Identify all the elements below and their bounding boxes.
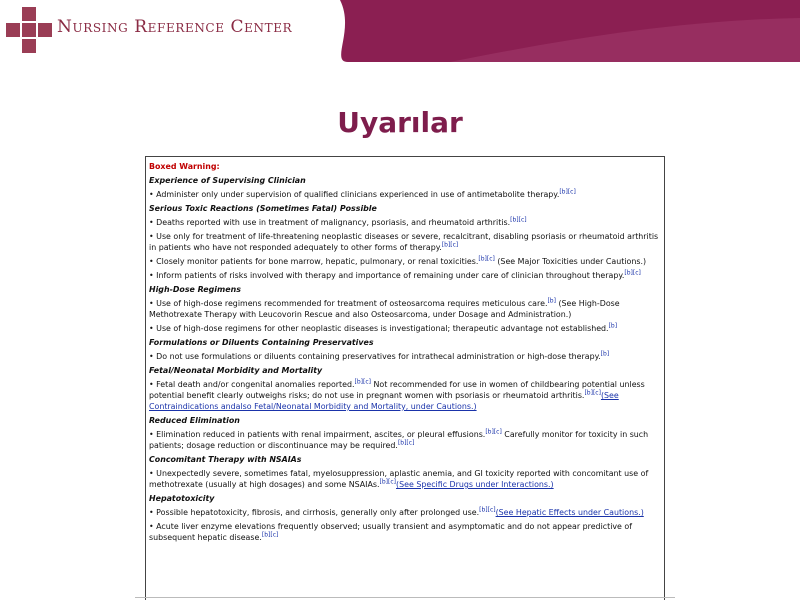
reference-link[interactable]: [b][c]	[510, 216, 527, 224]
bullet-text: • Acute liver enzyme elevations frequently observed; usually transient and asymptomatic and do not appear predictive of subsequent hepatic disease.	[149, 522, 633, 542]
header-band	[300, 0, 800, 62]
boxed-warning-label: Boxed Warning:	[149, 162, 220, 171]
section-heading: Experience of Supervising Clinician	[149, 176, 306, 185]
reference-link[interactable]: [b][c]	[441, 241, 459, 249]
warning-bullet	[149, 217, 661, 228]
boxed-warning-panel	[145, 156, 665, 600]
cross-reference-link[interactable]: (See Hepatic Effects under Cautions.)	[495, 508, 644, 517]
section-heading: Reduced Elimination	[149, 416, 240, 425]
bullet-text: • Use of high-dose regimens recommended for treatment of osteosarcoma requires meticulous care.	[149, 299, 548, 308]
reference-link[interactable]: [b][c]	[478, 255, 495, 263]
bullet-text: • Closely monitor patients for bone marrow, hepatic, pulmonary, or renal toxicities.	[149, 257, 479, 266]
bullet-text: Carefully monitor for toxicity in such patients; dosage reduction or discontinuance may be required.	[149, 430, 649, 450]
bullet-text: • Do not use formulations or diluents containing preservatives for intrathecal administration or high-dose therapy.	[149, 352, 601, 361]
reference-link[interactable]: [b][c]	[261, 531, 279, 539]
section-heading: Formulations or Diluents Containing Preservatives	[149, 338, 374, 347]
bullet-text: • Unexpectedly severe, sometimes fatal, myelosuppression, aplastic anemia, and GI toxicity reported with concomitant use of methotrexate (usually at high dosages) and some NSAIAs.	[149, 469, 649, 489]
warning-bullet	[149, 521, 661, 543]
logo-text: Nursing Reference Center	[57, 17, 293, 37]
warning-bullet	[149, 507, 661, 518]
section-heading: Concomitant Therapy with NSAIAs	[149, 455, 302, 464]
bullet-text: • Use of high-dose regimens for other neoplastic diseases is investigational; therapeutic advantage not established.	[149, 324, 609, 333]
reference-link[interactable]: [b][c]	[397, 439, 415, 447]
bullet-text: (See High-Dose Methotrexate Therapy with Leucovorin Rescue and also Osteosarcoma, under Dosage and Administration.)	[149, 299, 620, 319]
reference-link[interactable]: [b][c]	[479, 506, 496, 514]
bullet-text: • Fetal death and/or congenital anomalies reported.	[149, 380, 355, 389]
header	[0, 0, 800, 62]
warning-bullet	[149, 256, 661, 267]
reference-link[interactable]: [b][c]	[379, 478, 397, 486]
warning-bullet	[149, 231, 661, 253]
warning-bullet	[149, 468, 661, 490]
reference-link[interactable]: [b][c]	[624, 269, 641, 277]
bullet-text: Not recommended for use in women of childbearing potential unless potential benefit clearly outweighs risks; do not use in pregnant women with psoriasis or rheumatoid arthritis.	[149, 380, 645, 400]
warning-bullet	[149, 379, 661, 412]
reference-link[interactable]: [b][c]	[485, 428, 502, 436]
bullet-text: • Administer only under supervision of qualified clinicians experienced in use of antimetabolite therapy.	[149, 190, 560, 199]
reference-link[interactable]: [b][c]	[584, 389, 601, 397]
reference-link[interactable]: [b][c]	[559, 188, 576, 196]
bullet-text: (See Major Toxicities under Cautions.)	[494, 257, 647, 266]
warning-bullet	[149, 270, 661, 281]
warning-bullet	[149, 351, 661, 362]
cross-reference-link[interactable]: (See Contraindications andalso Fetal/Neonatal Morbidity and Mortality, under Cautions.)	[149, 391, 619, 411]
reference-link[interactable]: [b][c]	[354, 378, 371, 386]
warning-bullet	[149, 323, 661, 334]
bullet-text: • Deaths reported with use in treatment of malignancy, psoriasis, and rheumatoid arthritis.	[149, 218, 511, 227]
warning-sections	[149, 175, 661, 543]
reference-link[interactable]: [b]	[608, 322, 618, 330]
bullet-text: • Elimination reduced in patients with renal impairment, ascites, or pleural effusions.	[149, 430, 486, 439]
section-heading: Hepatotoxicity	[149, 494, 215, 503]
bullet-text: • Inform patients of risks involved with therapy and importance of remaining under care of clinician throughout therapy.	[149, 271, 625, 280]
warning-bullet	[149, 298, 661, 320]
bottom-divider	[135, 597, 675, 598]
section-heading: Serious Toxic Reactions (Sometimes Fatal) Possible	[149, 204, 377, 213]
bullet-text: • Use only for treatment of life-threatening neoplastic diseases or severe, recalcitrant, disabling psoriasis or rheumatoid arthritis in patients who have not responded adequately to other forms of therapy.	[149, 232, 659, 252]
page-title: Uyarılar	[337, 106, 463, 139]
bullet-text: • Possible hepatotoxicity, fibrosis, and cirrhosis, generally only after prolonged use.	[149, 508, 480, 517]
cross-reference-link[interactable]: (See Specific Drugs under Interactions.)	[396, 480, 554, 489]
section-heading: Fetal/Neonatal Morbidity and Mortality	[149, 366, 323, 375]
warning-bullet	[149, 189, 661, 200]
reference-link[interactable]: [b]	[547, 297, 556, 305]
section-heading: High-Dose Regimens	[149, 285, 241, 294]
reference-link[interactable]: [b]	[600, 350, 610, 358]
warning-bullet	[149, 429, 661, 451]
logo-cross-icon	[6, 7, 52, 53]
